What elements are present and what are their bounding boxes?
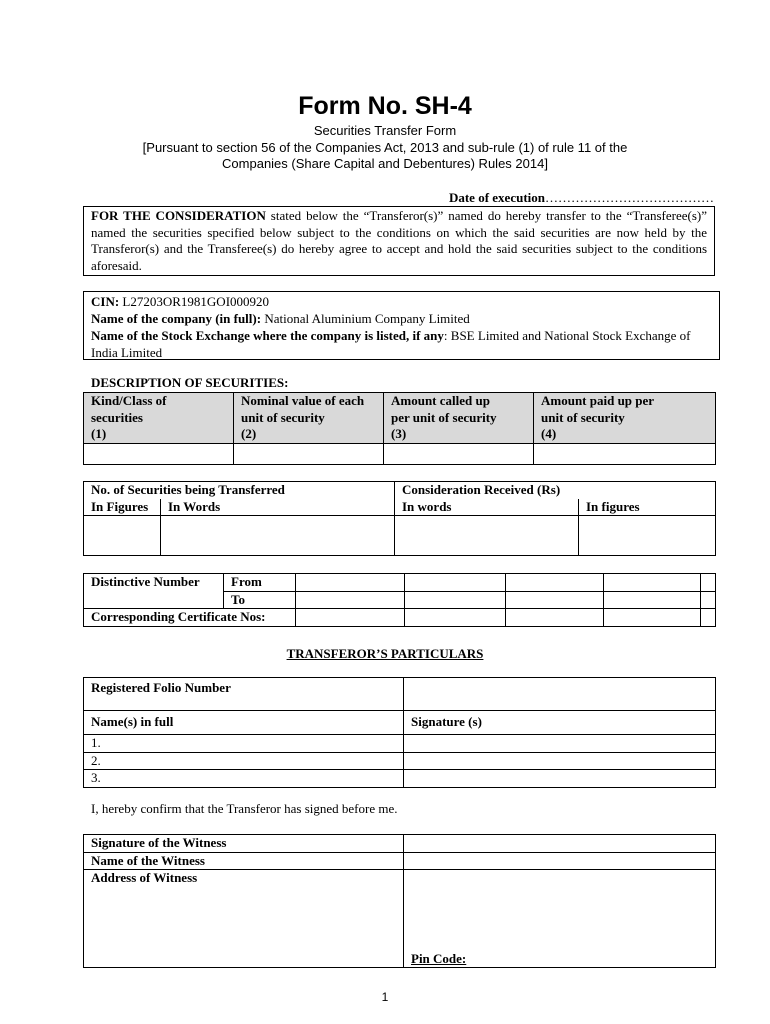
cin-value: L27203OR1981GOI000920: [119, 294, 270, 309]
transferor-heading: TRANSFEROR’S PARTICULARS: [286, 646, 484, 661]
cin-line: [91, 293, 712, 310]
certificate-label: Corresponding Certificate Nos:: [84, 609, 296, 627]
consideration-figures-input[interactable]: [579, 516, 716, 556]
certificate-input-1[interactable]: [296, 609, 405, 627]
witness-name-input[interactable]: [404, 852, 716, 870]
from-input-1[interactable]: [296, 574, 405, 592]
date-of-execution-dots: …………………………………: [545, 190, 714, 205]
witness-table: [83, 834, 716, 968]
nominal-value-input[interactable]: [234, 443, 384, 464]
consideration-paragraph: [83, 206, 715, 276]
pin-code-label: Pin Code:: [411, 950, 467, 966]
col-amount-called: Amount called up per unit of security (3): [384, 393, 534, 444]
amount-called-input[interactable]: [384, 443, 534, 464]
in-figures-header: In Figures: [84, 499, 161, 516]
certificate-input-3[interactable]: [506, 609, 604, 627]
description-heading: DESCRIPTION OF SECURITIES:: [91, 375, 289, 390]
securities-words-input[interactable]: [161, 516, 395, 556]
from-input-5[interactable]: [701, 574, 716, 592]
names-label: Name(s) in full: [84, 711, 404, 735]
transferor-signature-2[interactable]: [404, 752, 716, 770]
page-number: 1: [381, 990, 389, 1004]
certificate-input-2[interactable]: [404, 609, 505, 627]
no-securities-header: No. of Securities being Transferred: [84, 482, 395, 499]
distinctive-label: Distinctive Number: [84, 574, 224, 592]
date-of-execution-label: Date of execution: [448, 190, 545, 205]
col-nominal-value: Nominal value of each unit of security (2): [234, 393, 384, 444]
col-kind-class: Kind/Class of securities (1): [84, 393, 234, 444]
transfer-table: [83, 481, 716, 556]
stock-exchange-line: [91, 327, 712, 361]
transferor-table: [83, 677, 716, 788]
folio-label: Registered Folio Number: [84, 678, 404, 711]
to-input-1[interactable]: [296, 591, 405, 609]
from-input-3[interactable]: [506, 574, 604, 592]
transferor-row-1[interactable]: 1.: [84, 735, 404, 753]
in-figures-2-header: In figures: [579, 499, 716, 516]
certificate-input-5[interactable]: [701, 609, 716, 627]
pursuant-line-2: Companies (Share Capital and Debentures) Rules 2014]: [222, 156, 548, 171]
to-input-4[interactable]: [604, 591, 701, 609]
distinctive-label-cont: [84, 591, 224, 609]
signature-label: Signature (s): [404, 711, 716, 735]
witness-address-input[interactable]: [404, 870, 716, 968]
to-input-5[interactable]: [701, 591, 716, 609]
witness-signature-input[interactable]: [404, 835, 716, 853]
description-table: [83, 392, 716, 465]
form-title: Form No. SH-4: [298, 92, 472, 120]
to-input-2[interactable]: [404, 591, 505, 609]
distinctive-table: [83, 573, 716, 627]
to-label: To: [224, 591, 296, 609]
date-of-execution[interactable]: [449, 190, 714, 206]
company-details: [83, 291, 720, 360]
company-name-line: [91, 310, 712, 327]
certificate-input-4[interactable]: [604, 609, 701, 627]
cin-label: CIN:: [91, 294, 120, 309]
pursuant-line-1: [Pursuant to section 56 of the Companies Act, 2013 and sub-rule (1) of rule 11 of the: [142, 140, 628, 155]
kind-class-input[interactable]: [84, 443, 234, 464]
to-input-3[interactable]: [506, 591, 604, 609]
transferor-signature-1[interactable]: [404, 735, 716, 753]
transferor-signature-3[interactable]: [404, 770, 716, 788]
company-name-value: National Aluminium Company Limited: [261, 311, 470, 326]
witness-name-label: Name of the Witness: [84, 852, 404, 870]
witness-address-label: Address of Witness: [84, 870, 404, 968]
consideration-words-input[interactable]: [395, 516, 579, 556]
consideration-text: stated below the “Transferor(s)” named do hereby transfer to the “Transferee(s)” named the securities specified below subject to the conditions on which the said securities are now held by the Transferor(s) and the Transferee(s) do hereby agree to accept and hold the said securities subject to the conditions aforesaid.: [91, 208, 708, 273]
stock-exchange-label: Name of the Stock Exchange where the company is listed, if any: [91, 328, 444, 343]
amount-paid-input[interactable]: [534, 443, 716, 464]
folio-input[interactable]: [404, 678, 716, 711]
from-input-4[interactable]: [604, 574, 701, 592]
in-words-2-header: In words: [395, 499, 579, 516]
consideration-received-header: Consideration Received (Rs): [395, 482, 716, 499]
from-input-2[interactable]: [404, 574, 505, 592]
in-words-header: In Words: [161, 499, 395, 516]
company-name-label: Name of the company (in full):: [91, 311, 262, 326]
confirm-text: I, hereby confirm that the Transferor has signed before me.: [91, 801, 398, 816]
securities-figures-input[interactable]: [84, 516, 161, 556]
transferor-row-2[interactable]: 2.: [84, 752, 404, 770]
transferor-row-3[interactable]: 3.: [84, 770, 404, 788]
witness-signature-label: Signature of the Witness: [84, 835, 404, 853]
consideration-lead: FOR THE CONSIDERATION: [91, 208, 266, 223]
col-amount-paid: Amount paid up per unit of security (4): [534, 393, 716, 444]
form-subtitle: Securities Transfer Form: [313, 123, 457, 138]
stock-exchange-value: : BSE Limited and National Stock Exchange of India Limited: [91, 328, 691, 360]
from-label: From: [224, 574, 296, 592]
